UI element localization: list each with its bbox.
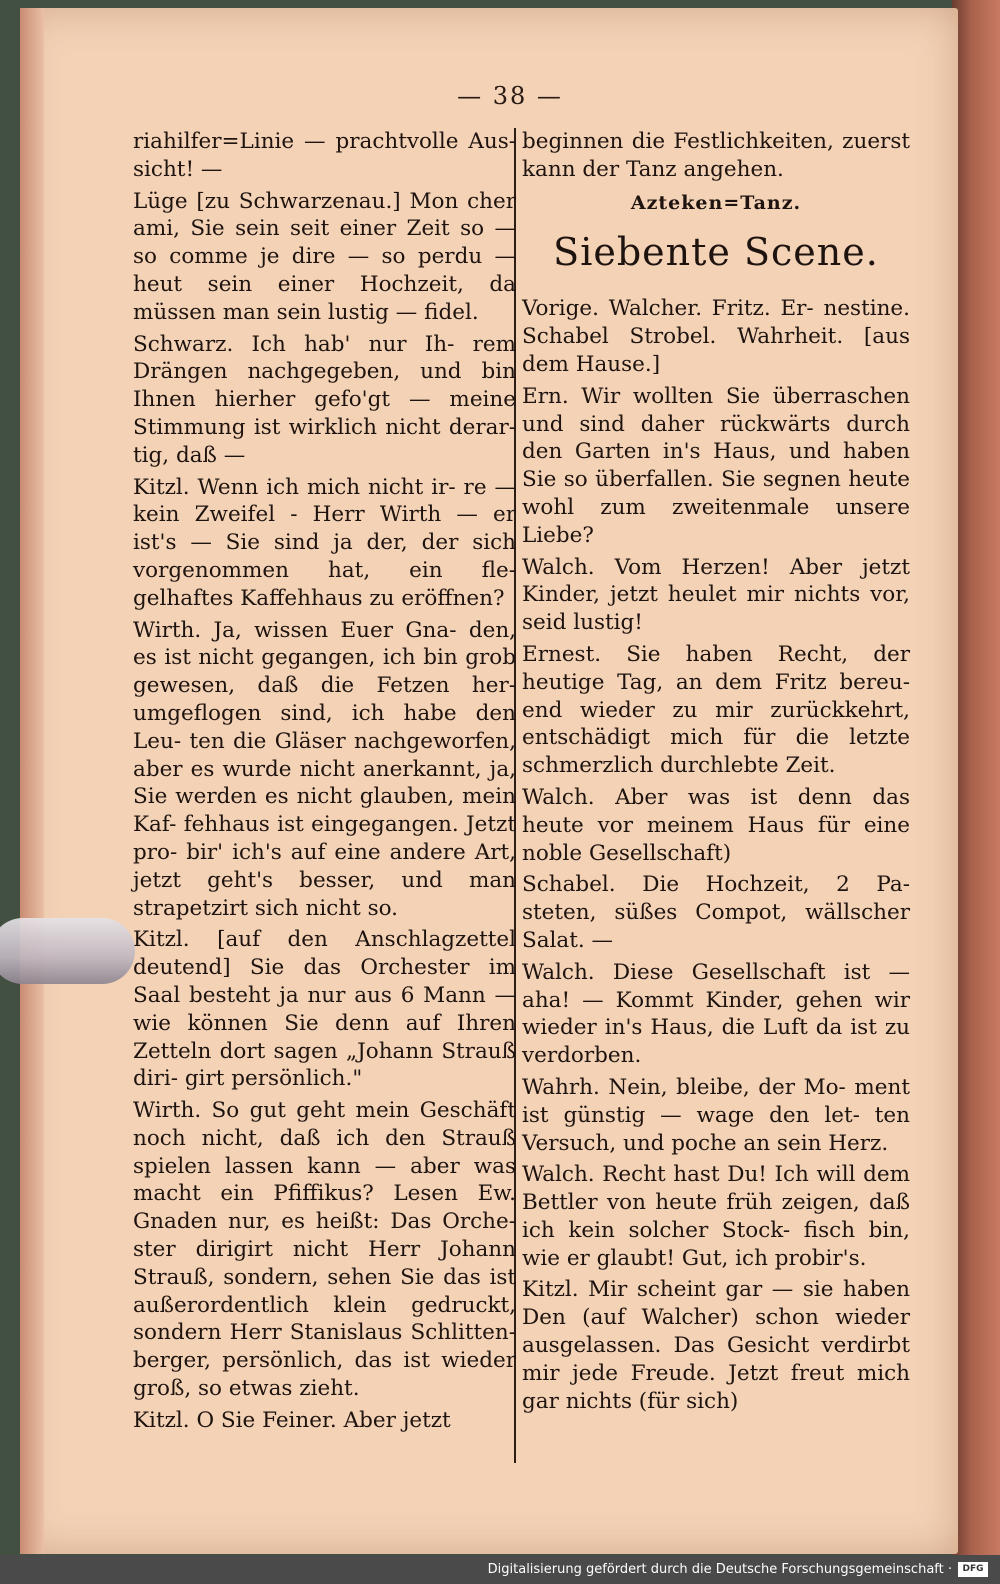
left-paragraph: Kitzl. [auf den Anschlagzettel deutend] Sie das Orchester im Saal besteht ja nur aus 6 Mann — wie können Sie denn auf Ihren Zetteln dort sagen „Johann Strauß diri- girt persönlich." bbox=[133, 927, 516, 1092]
cast-list: Vorige. Walcher. Fritz. Er- nestine. Schabel Strobel. Wahrheit. [aus dem Hause.] bbox=[522, 296, 910, 377]
page-gutter bbox=[20, 8, 44, 1554]
left-paragraph: Kitzl. O Sie Feiner. Aber jetzt bbox=[133, 1407, 451, 1433]
page-number: — 38 — bbox=[457, 82, 563, 110]
scene-intro: beginnen die Festlichkeiten, zuerst kann der Tanz angehen. bbox=[522, 129, 910, 182]
right-paragraph: Ern. Wir wollten Sie überraschen und sind daher rückwärts durch den Garten in's Haus, und haben Sie so überfallen. Sie segnen heute wohl zum zweitenmale unsere Liebe? bbox=[522, 383, 910, 548]
scene-heading: Siebente Scene. bbox=[553, 230, 879, 275]
left-paragraph: Wirth. Ja, wissen Euer Gna- den, es ist nicht gegangen, ich bin grob gewesen, daß die Fetzen her- umgeflogen sind, ich habe den Leu- ten die Gläser nachgeworfen, aber es wurde nicht anerkannt, ja, Sie werden es nicht glauben, mein Kaf- fehhaus ist eingegangen. Jetzt pro- bir' ich's auf eine andere Art, jetzt geht's besser, und man strapetzirt sich nicht so. bbox=[133, 617, 516, 921]
right-paragraph: Walch. Aber was ist denn das heute vor meinem Haus für eine noble Gesellschaft) bbox=[522, 784, 910, 866]
scanner-thumb bbox=[0, 918, 135, 984]
right-paragraph: Schabel. Die Hochzeit, 2 Pa- steten, süßes Compot, wällscher Salat. — bbox=[522, 872, 910, 953]
left-column bbox=[133, 128, 516, 1439]
right-paragraph: Kitzl. Mir scheint gar — sie haben Den (auf Walcher) schon wieder ausgelassen. Das Gesicht verdirbt mir jede Freude. Jetzt freut mich gar nichts (für sich) bbox=[522, 1277, 910, 1414]
right-paragraph: Ernest. Sie haben Recht, der heutige Tag, an dem Fritz bereu- end wieder zu mir zurückkehrt, entschädigt mich für die letzte schmerzlich durchlebte Zeit. bbox=[522, 641, 910, 779]
right-paragraph: Walch. Vom Herzen! Aber jetzt Kinder, jetzt heulet mir nichts vor, seid lustig! bbox=[522, 554, 910, 636]
right-paragraph: Wahrh. Nein, bleibe, der Mo- ment ist günstig — wage den let- ten Versuch, und poche an sein Herz. bbox=[522, 1074, 910, 1156]
right-paragraph: Walch. Diese Gesellschaft ist — aha! — Kommt Kinder, gehen wir wieder in's Haus, die Luft da ist zu verdorben. bbox=[522, 959, 910, 1069]
right-paragraph: Walch. Recht hast Du! Ich will dem Bettler von heute früh zeigen, daß ich kein solcher Stock- fisch bin, wie er glaubt! Gut, ich probir's. bbox=[522, 1162, 910, 1271]
next-page-edge bbox=[952, 0, 1000, 1555]
left-paragraph: Schwarz. Ich hab' nur Ih- rem Drängen nachgegeben, und bin Ihnen hierher gefo'gt — meine Stimmung ist wirklich nicht derar- tig, daß — bbox=[133, 331, 516, 468]
left-paragraph: Lüge [zu Schwarzenau.] Mon cher ami, Sie sein seit einer Zeit so — so comme je dire — so perdu — heut sein einer Hochzeit, da müssen man sein lustig — fidel. bbox=[133, 188, 516, 325]
dance-heading: Azteken=Tanz. bbox=[630, 191, 802, 214]
left-paragraph: riahilfer=Linie — prachtvolle Aus- sicht! — bbox=[133, 129, 516, 182]
left-paragraph: Wirth. So gut geht mein Geschäft noch nicht, daß ich den Strauß spielen lassen kann — aber was macht ein Pfiffikus? Lesen Ew. Gnaden nur, es heißt: Das Orche- ster dirigirt nicht Herr Johann Strauß, sondern, sehen Sie das ist außerordentlich klein gedruckt, sondern Herr Stanislaus Schlitten- berger, persönlich, das ist wieder groß, so etwas zieht. bbox=[133, 1098, 516, 1402]
footer-credit: Digitalisierung gefördert durch die Deutsche Forschungsgemeinschaft · bbox=[487, 1562, 952, 1577]
dfg-logo: DFG bbox=[958, 1562, 988, 1577]
right-column bbox=[522, 128, 910, 1419]
left-paragraph: Kitzl. Wenn ich mich nicht ir- re — kein Zweifel - Herr Wirth — er ist's — Sie sind ja der, der sich vorgenommen hat, ein fle- gelhaftes Kaffehhaus zu eröffnen? bbox=[133, 474, 516, 611]
